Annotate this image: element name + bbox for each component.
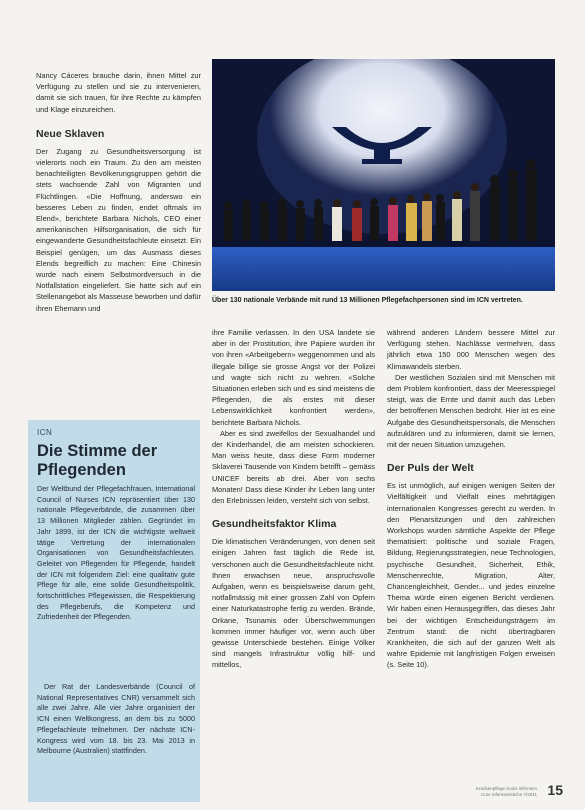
section-neue-sklaven-text: Der Zugang zu Gesundheitsversorgung ist vielerorts noch ein Traum. Zu den am meisten benachteiligten Bevölkerungsgruppen gehört die stets wachsende Zahl von Migranten und Flüchtlingen. «Die Hoffnung, anderswo ein besseres Leben zu finden, endet oftmals im Elend», berichtete Barbara Nichols, CEO einer amerikanischen Hilfsorganisation, die sich für eingewanderte Gesundheitsfachleute einsetzt. Ein Beispiel genügen, um das Ausmass dieses Elends begreiflich zu machen: Eine Chinesin wurde nach einem Selbstmordversuch in die Notfallstation eingeliefert. Sie hatte sich auf ein Stellenangebot als Masseuse beworben und dafür ihren Ehemann und: [36, 146, 201, 313]
page-footer: [476, 780, 563, 798]
congress-stage-image: [212, 59, 555, 291]
right-paragraph-2: Der westlichen Sozialen sind mit Menschen mit dem Problem konfrontiert, dass der Meeresspiegel steigt, was die Ernte und damit auch das Leben der betroffenen Menschen bedroht. Hier ist es eine Aufgabe des Gesundheitspersonals, die Menschen aufzuklären und zu informieren, damit sie lernen, mit der neuen Situation umzugehen.: [387, 372, 555, 450]
infobox-title: Die Stimme der Pflegenden: [37, 442, 158, 479]
section-klima-text: Die klimatischen Veränderungen, von denen seit einigen Jahren fast täglich die Rede ist, verschonen auch die Gesundheitsfachleute nicht. Ihnen erwachsen neue, anspruchsvolle Aufgaben, wenn es beispielsweise darum geht, notfallmässig mit einer grossen Zahl von Opfern einer Naturkatastrophe fertig zu werden. Brände, Orkane, Tsunamis oder Überschwemmungen kommen immer häufiger vor, wenn auch über gewisse Unterschiede bestehen. Einige Völker sind mangels Infrastruktur völlig hilf- und mittellos,: [212, 537, 375, 670]
section-heading-neue-sklaven: Neue Sklaven: [36, 127, 105, 140]
infobox-kicker: ICN: [37, 428, 53, 437]
infobox-paragraph-1: Der Weltbund der Pflegefachfrauen, International Council of Nurses ICN repräsentiert über 130 nationale Pflegeverbände, die zusammen über 13 Millionen Mitglieder zählen. Gegründet im Jahr 1899, ist der ICN die wichtigste weltweit tätige Vertretung der internationalen Organisationen von Gesundheitsfachleuten. Geleitet von Pflegenden für Pflegende, handelt der ICN mit folgendem Ziel: eine qualitativ gute Pflege für alle, eine solide Gesundheitspolitik, fortschrittliches Pflegewissen, die Respektierung des Pflegeberufs, die Kompetenz und Zufriedenheit der Pflegenden.: [37, 484, 195, 622]
right-paragraph-1: während anderen Ländern bessere Mittel zur Verfügung stehen. Nachlässe vermehren, dass jährlich etwa 150 000 Menschen wegen des Klimawandels sterben.: [387, 328, 555, 371]
section-heading-puls-der-welt: Der Puls der Welt: [387, 462, 474, 475]
section-puls-text: Es ist unmöglich, auf einigen wenigen Seiten der Vielfältigkeit und Vielfalt eines mehrtägigen internationalen Kongresses gerecht zu werden. In den Plenarsitzungen und den zahlreichen Workshops wurden sämtliche Aspekte der Pflege thematisiert: politische und soziale Fragen, Bildung, Regierungsstrategien, neue Technologien, psychische Gesundheit, Sicherheit, Ethik, Menschenrechte, Migration, Alter, Chancengleichheit, Gender... und jedes einzelne Thema würde einen eigenen Bericht verdienen. Wir haben einen Herausgegriffen, das dieses Jahr bei der wichtigen Entscheidungsträgern im Zentrum stand: die nicht übertragbaren Krankheiten, die sich auf der ganzen Welt als wahre Epidemie mit langfristigen Folgen erweisen (s. Seite 10).: [387, 481, 555, 670]
column-middle: [212, 327, 375, 671]
intro-paragraph: Nancy Cáceres brauche darin, ihnen Mittel zur Verfügung zu stellen und sie zu intervenieren, damit sie sich trauen, für ihre Rechte zu kämpfen und Klage einzureichen.: [36, 71, 201, 114]
middle-paragraph-2: Aber es sind zweifellos der Sexualhandel und der Kinderhandel, die am meisten schockieren. Man weiss heute, dass diese Form moderner Sklaverei Tausende von Kindern betrifft – gemäss UNICEF bereits ab drei. Aber von sechs Monaten! Dass diese Kinder ihr Leben lang unter den Erlebnissen leiden, versteht sich von selbst.: [212, 428, 375, 506]
infobox-paragraph-2: Der Rat der Landesverbände (Council of National Representatives CNR) versammelt sich alle zwei Jahre. Alle vier Jahre organisiert der ICN einen Weltkongress, an dem bis zu 5000 Pflegefachleute teilnehmen. Der nächste ICN-Kongress wird vom 18. bis 23. Mai 2013 in Melbourne (Australien) stattfinden.: [37, 682, 195, 756]
footer-journal-name: Krankenpflege Soins infirmiers: [475, 786, 537, 791]
column-left: [36, 70, 201, 314]
photo-caption: Über 130 nationale Verbände mit rund 13 Millionen Pflegefachpersonen sind im ICN vertreten.: [212, 297, 523, 304]
icn-infobox: [28, 420, 200, 802]
footer-issue: Cure infermieristiche 7/2011: [481, 792, 537, 797]
section-heading-gesundheitsfaktor-klima: Gesundheitsfaktor Klima: [212, 518, 337, 531]
column-right: [387, 327, 555, 671]
middle-paragraph-1: ihre Familie verlassen. In den USA landete sie aber in der Prostitution, ihre Papiere wurden ihr von ihren «Arbeitgebern» weggenommen und als illegale billige sie grosse Angst vor der Polizei und wagte sich nicht zu wehren. «Solche Situationen erleben sich und es sind meistens die Pflegenden, die als erstes mit dieser Lebenswirklichkeit konfrontiert werden», berichtete Barbara Nichols.: [212, 328, 375, 427]
congress-photo: [212, 59, 555, 291]
page-number: 15: [547, 782, 563, 798]
